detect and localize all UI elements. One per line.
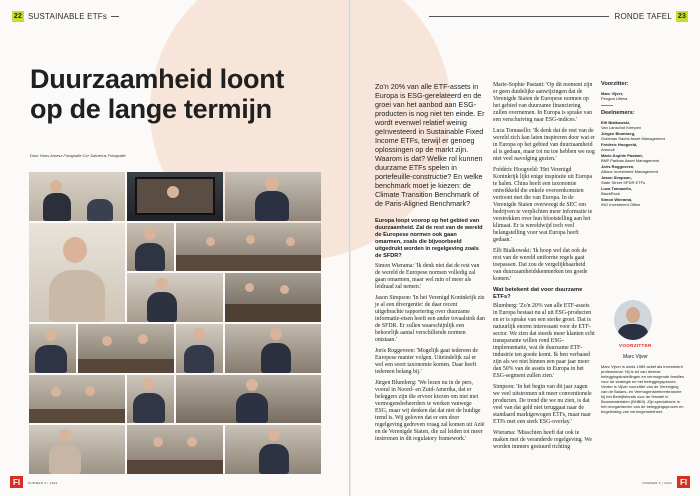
- left-header: [12, 10, 119, 22]
- fi-logo-left: FI: [10, 476, 23, 488]
- paragraph: Blumberg: 'Zo'n 20% van alle ETF-assets in Europa bestaat nu al uit ESG-producten en er is sprake van een sterke groei. Dat is natuurlijk enorm interessant voor de ETF-sector. We zien dat steeds meer klanten echt transparante willen rond ESG-implementatie, wat de duurzame ETF-industrie ten goede komt. Ik ben verbaasd zijn als we niet binnen een paar jaar meer dan 50% van de assets in Europa in het ESG-segment zullen zien.': [493, 303, 595, 379]
- participant-name: Simon Wierama,: [601, 197, 633, 202]
- voorzitter-org: Pengea Ultima: [601, 96, 628, 101]
- participant-name: Luca Tomasello,: [601, 186, 633, 191]
- participant-entry: [601, 164, 686, 174]
- participant-entry: [601, 197, 686, 207]
- photo-collage: [29, 172, 321, 474]
- photo-tile: [127, 375, 174, 424]
- paragraph: Joris Roggeveen: 'Mogelijk gaat iedereen de Europese manier volgen. Uiteindelijk zal er wel een soort taxonomie komen. Daar heeft iedereen belang bij.': [375, 348, 478, 375]
- sidebar-rule: [601, 105, 613, 106]
- title-line-1: Duurzaamheid loont: [30, 64, 285, 94]
- participant-org: BNP Paribas Asset Management: [601, 158, 660, 163]
- participants-sidebar: [601, 82, 686, 208]
- voorzitter-label: Voorzitter:: [601, 81, 629, 87]
- photo-tile: [78, 324, 174, 373]
- deelnemers-label: Deelnemers:: [601, 110, 635, 116]
- photo-tile: [127, 273, 223, 322]
- paragraph: Wierama: 'Misschien heeft dat ook te maken met de veranderde regelgeving. We worden immers gestuurd richting: [493, 430, 592, 450]
- photo-tile: [29, 172, 125, 221]
- participant-name: Marie-Sophie Pastant,: [601, 153, 643, 158]
- paragraph: Jürgen Blumberg: 'We lezen nu in de pers, vooral in Noord- en Zuid-Amerika, dat er beleggers zijn die ervoor kiezen om niet met vermogensbeheerders te werken vanwege ESG, maar wij denken dat dat niet de huidige trend is. Wij geloven dat er een door regelgeving gedreven vraag zal komen uit Azië en de Verenigde Staten, die zal leiden tot meer instromen in dit regulatory framework.': [375, 380, 485, 442]
- page-number-right: 23: [677, 12, 687, 20]
- photo-tile: [225, 273, 321, 322]
- section-subhead: Wat betekent dat voor duurzame ETFs?: [493, 287, 583, 300]
- title-line-2: op de lange termijn: [30, 94, 272, 124]
- photo-tile: [176, 324, 223, 373]
- paragraph: Simon Wierama: 'Ik denk niet dat de rest van de wereld de Europese normen volledig zal gaan omarmen, maar wel min of meer als leidraad zal nemen.': [375, 263, 480, 290]
- photo-tile: [176, 375, 321, 424]
- chair-bio: Marc Vijver is sinds 1989 actief als investment professional. Hij is tot van diverse beleggingsinstellingen en vermogende families voor de strategie en het beleggingsproces. Verder is Vijver voorzitter van de Vereniging van de Balans- en Vermogensbeheerbranche bij het Bedrijfsfonds voor de Handel in Bouwmaterialen (BHBM). Zijn specialisme is het reorganiseren van de beleggingsproces en begeleiding van vermogensbeheer.: [601, 364, 684, 414]
- paragraph: Jason Simpson: 'In het Verenigd Koninkrijk zie je al een divergentie: de daar recent uitgebrachte rapportering over duurzame informatie-eisen heeft een ander tovaalstok dan de SFDR. Er zullen waarschijnlijk een behoorlijk aantal verschillende normen ontstaan.': [375, 295, 485, 343]
- participant-name: Elfi Bialkowski,: [601, 120, 631, 125]
- column-1: [375, 82, 485, 447]
- right-page: [351, 0, 700, 496]
- header-rule: [111, 16, 119, 17]
- photo-tile: [176, 223, 321, 272]
- participant-org: State Street SPDR ETFs: [601, 180, 646, 185]
- paragraph: Luca Tomasello: 'Ik denk dat de rest van de wereld zich kan laten inspireren door wat er in Europa op het gebied van duurzaamheid al is gedaan, maar tot nu toe hebben we nog niet veel navolging gezien.': [493, 128, 595, 162]
- section-label-left: SUSTAINABLE ETFs: [28, 11, 108, 21]
- paragraph: Simpson: 'In het begin van dit jaar zagen we veel uitstromen uit meer conventionele producten. De trend die we nu zien, is dat veel van dat geld niet teruggaat naar de standaard marktgewogen ETFs, maar naar ETFs met een sterk ESG-overlay.': [493, 384, 592, 425]
- footer-right: NUMMER 5 | 2022: [642, 481, 672, 485]
- left-page: [0, 0, 349, 496]
- article-lead: Zo'n 20% van alle ETF-assets in Europa is ESG-gerelateerd en de groei van het aanbod aan ESG-producten is nog niet ten einde. Er wordt evenwel relatief weinig geïnvesteerd in Sustainable Fixed Income ETFs, terwijl er genoeg oplossingen op de markt zijn. Waarom is dat? Welke rol kunnen duurzame ETFs spelen in portefeuille-constructie? En welke benchmark moet je kiezen: de Climate Transition Benchmark of de Paris-Aligned Benchmark?: [375, 82, 485, 208]
- participant-entry: [601, 175, 686, 185]
- chair-portrait: [614, 300, 652, 340]
- footer-left: NUMMER 5 | 2022: [28, 481, 58, 485]
- header-rule: [429, 16, 609, 17]
- participant-org: ING Investment Office: [601, 202, 641, 207]
- photo-tile: [29, 375, 125, 424]
- column-2: [493, 82, 595, 455]
- participant-entry: [601, 153, 686, 163]
- participant-entry: [601, 186, 686, 196]
- participant-name: Frédéric Hoogveld,: [601, 142, 638, 147]
- participant-name: Jürgen Blumberg,: [601, 131, 636, 136]
- paragraph: Elfi Bialkowski: 'Ik hoop wel dat ook de rest van de wereld uniforme regels gaat toepassen. Dat zou de vergelijkbaarheid van duurzaamheidskenmerken ten goede komen.': [493, 248, 588, 282]
- voorzitter-name: Marc Vijver,: [601, 91, 624, 96]
- participant-org: BlackRock: [601, 191, 620, 196]
- photo-tile: [29, 324, 76, 373]
- participant-org: Goldman Sachs Asset Management: [601, 136, 665, 141]
- paragraph: Marie-Sophie Pastant: 'Op dit moment zijn er geen duidelijke aanwijzingen dat de Verenigde Staten de Europese normen op het gebied van duurzame financiering zullen overnemen. In Europa is sprake van een verschuiving naar ESG-indices.': [493, 82, 593, 123]
- participant-entry: [601, 120, 686, 130]
- participant-name: Jason Simpson,: [601, 175, 632, 180]
- photo-tile: [127, 172, 223, 221]
- fi-logo-right: FI: [677, 476, 690, 488]
- paragraph: Frédéric Hoogveld: 'Het Verenigd Koninkrijk lijkt enige inspiratie uit Europa te halen. China heeft een taxonomie ontwikkeld die enkele overeenkomsten vertoont met die van Europa. In de Verenigde Staten overweegt de SEC om bedrijven te verplichten meer informatie te verstrekken over hun blootstelling aan het klimaat. Er is wereldwijd toch veel belangstelling voor wat Europa heeft gedaan.': [493, 167, 593, 243]
- chair-name: Marc Vijver: [623, 354, 648, 360]
- participant-name: Joris Roggeveen,: [601, 164, 635, 169]
- participant-org: Allianz Investment Management: [601, 169, 658, 174]
- chair-tag: VOORZITTER: [619, 343, 652, 348]
- right-header: [429, 10, 688, 22]
- article-title: [30, 64, 330, 124]
- photo-tile: [127, 425, 223, 474]
- section-label-right: RONDE TAFEL: [614, 11, 672, 21]
- photo-tile: [29, 223, 125, 322]
- page-number-left: 22: [13, 12, 23, 20]
- participant-org: Amundi: [601, 147, 615, 152]
- photo-tile: [225, 324, 321, 373]
- photo-tile: [225, 425, 321, 474]
- participant-org: Van Lanschot Kempen: [601, 125, 642, 130]
- interview-question: Europa loopt voorop op het gebied van duurzaamheid. Zal de rest van de wereld de Europese normen ook gaan omarmen, zoals die bijvoorbeeld uitgedrukt worden in regelgeving zoals de SFDR?: [375, 218, 483, 259]
- photo-tile: [225, 172, 321, 221]
- participant-entry: [601, 142, 686, 152]
- photo-credit: Door Hans Amesz Fotografie Cor Salverius Fotografie: [30, 153, 126, 158]
- photo-tile: [127, 223, 174, 272]
- participant-entry: [601, 131, 686, 141]
- photo-tile: [29, 425, 125, 474]
